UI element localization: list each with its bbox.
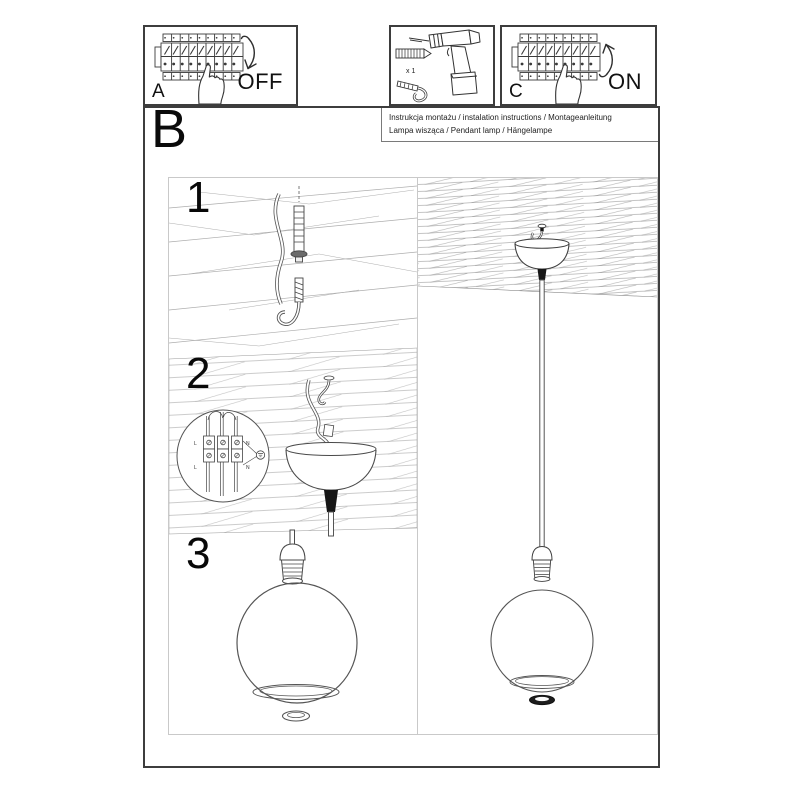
glass-sphere-final (491, 590, 593, 692)
step-1-number: 1 (186, 173, 211, 222)
step-2-number: 2 (186, 349, 211, 398)
manual-title-line2: Lampa wisząca / Pendant lamp / Hängelampe (389, 125, 553, 135)
wire-label-n-top: N (246, 441, 250, 447)
panel-c-label: C (509, 81, 523, 102)
ceiling-sketch-final (418, 178, 657, 297)
power-on-panel (500, 25, 657, 106)
power-off-panel (143, 25, 298, 106)
section-b-box (143, 99, 660, 768)
wall-anchor-icon (396, 49, 431, 58)
glass-sphere-shade (237, 583, 357, 703)
steps-illustration (169, 173, 417, 734)
wire-label-n-bottom: N (246, 465, 250, 471)
assembled-lamp-illustration (418, 178, 657, 734)
lamp-socket-final (532, 547, 552, 582)
pendant-cord (540, 280, 544, 548)
hook-screw-icon (278, 278, 303, 324)
circuit-breaker-icon (512, 34, 600, 80)
installation-drawing-area (168, 173, 658, 735)
section-b-label: B (151, 99, 188, 159)
manual-title-line1: Instrukcja montażu / instalation instructions / Montageanleitung (389, 113, 612, 122)
wire-label-l-bottom: L (194, 465, 197, 471)
curved-arrow-down-icon (242, 36, 257, 68)
cable-grip (538, 269, 547, 280)
retaining-ring (283, 711, 310, 721)
circuit-breaker-icon (155, 34, 243, 80)
power-on-state-label: ON (608, 69, 642, 94)
step-3-number: 3 (186, 529, 211, 578)
wire-label-l-top: L (194, 441, 197, 447)
tools-illustration (391, 27, 493, 104)
wiring-detail-inset (177, 410, 269, 502)
drill-icon (409, 30, 480, 95)
anchor-quantity-label: x 1 (406, 68, 416, 75)
hook-screw-icon (397, 81, 426, 101)
earth-symbol-icon (256, 451, 264, 459)
wall-anchor-icon (291, 186, 307, 262)
power-off-state-label: OFF (237, 69, 283, 94)
manual-title-block (381, 108, 658, 142)
lamp-socket-icon (280, 530, 305, 584)
panel-a-label: A (152, 81, 165, 102)
tools-panel (389, 25, 495, 106)
retaining-ring-final (530, 695, 555, 704)
power-cable-step1 (275, 194, 282, 304)
